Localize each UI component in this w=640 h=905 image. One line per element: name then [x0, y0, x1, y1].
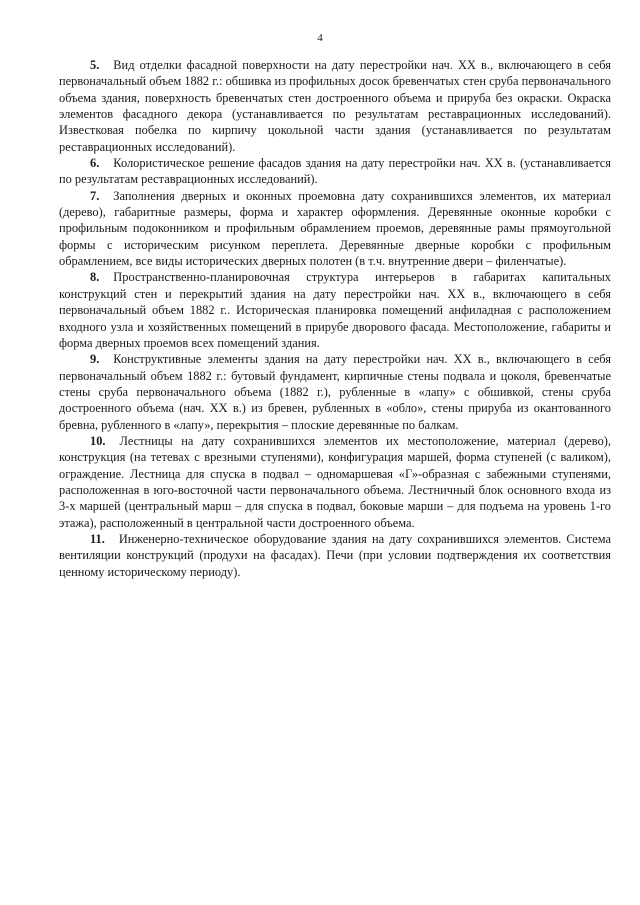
paragraph-number: 6. [90, 156, 100, 171]
paragraph-number: 9. [90, 352, 100, 367]
paragraph-5 [59, 57, 611, 155]
paragraph-number: 10. [90, 433, 106, 448]
paragraph-text: Лестницы на дату сохранившихся элементов их местоположение, материал (дерево), конструкция (на тетевах с врезными ступенями), конфигурация маршей, форма ступеней (с валиком), ограждение. Лестница для спуска в подвал – одномаршевая «Г»-образная с забежными ступенями, расположенная в юго-восточной части первоначального объема. Лестничный блок основного входа из 3-х маршей (центральный марш – для спуска в подвал, боковые марши – для подъема на уровень 1-го этажа), расположенный в центральной части достроенного объема. [59, 433, 611, 530]
paragraph-text: Колористическое решение фасадов здания на дату перестройки нач. XX в. (устанавливается по результатам реставрационных исследований). [59, 156, 611, 187]
paragraph-text: Заполнения дверных и оконных проемовна дату сохранившихся элементов, их материал (дерево), габаритные размеры, форма и характер оформления. Деревянные оконные коробки с профильным подоконником и профильным обрамлением проемов, деревянные рамы прямоугольной формы с историческим рисунком переплета. Деревянные дверные коробки с профильным обрамлением, все виды исторических дверных полотен (в т.ч. внутренние двери – филенчатые). [59, 188, 611, 269]
paragraph-text: Пространственно-планировочная структура интерьеров в габаритах капитальных конструкций стен и перекрытий здания на дату перестройки нач. XX в., включающего в себя первоначальный объем 1882 г.. Историческая планировка помещений анфиладная с расположением входного узла и хозяйственных помещений в прирубе дворового фасада. Местоположение, габариты и форма дверных проемов всех помещений здания. [59, 270, 611, 350]
paragraph-text: Инженерно-техническое оборудование здания на дату сохранившихся элементов. Система вентиляции конструкций (продухи на фасадах). Печи (при условии подтверждения их соответствия ценному историческому периоду). [59, 531, 611, 579]
paragraph-text: Конструктивные элементы здания на дату перестройки нач. XX в., включающего в себя первоначальный объем 1882 г.: бутовый фундамент, кирпичные стены подвала и цоколя, бревенчатые стены сруба первоначального объема (1882 г.), рубленные в «лапу» с обшивкой, стены сруба достроенного объема (нач. XX в.) из бревен, рубленных в «обло», стены прируба из окантованного бревна, рубленного в «лапу», перекрытия – плоские деревянные по балкам. [59, 352, 611, 432]
paragraph-text: Вид отделки фасадной поверхности на дату перестройки нач. XX в., включающего в себя первоначальный объем 1882 г.: обшивка из профильных досок бревенчатых стен сруба первоначального объема здания, поверхность бревенчатых стен достроенного объема и прируба без окраски. Окраска элементов фасадного декора (устанавливается по результатам реставрационных исследований). Известковая побелка по кирпичу цокольной части здания (устанавливается по результатам реставрационных исследований). [59, 58, 611, 154]
paragraph-number: 7. [90, 188, 100, 203]
paragraph-9 [59, 351, 611, 433]
paragraph-10 [59, 433, 611, 531]
paragraph-8 [59, 269, 611, 351]
paragraph-7 [59, 188, 611, 270]
paragraph-6 [59, 155, 611, 188]
paragraph-number: 5. [90, 58, 100, 72]
document-body [59, 57, 611, 580]
paragraph-11 [59, 531, 611, 580]
page-number: 4 [317, 32, 323, 44]
paragraph-number: 11. [90, 531, 105, 546]
paragraph-number: 8. [90, 270, 100, 285]
